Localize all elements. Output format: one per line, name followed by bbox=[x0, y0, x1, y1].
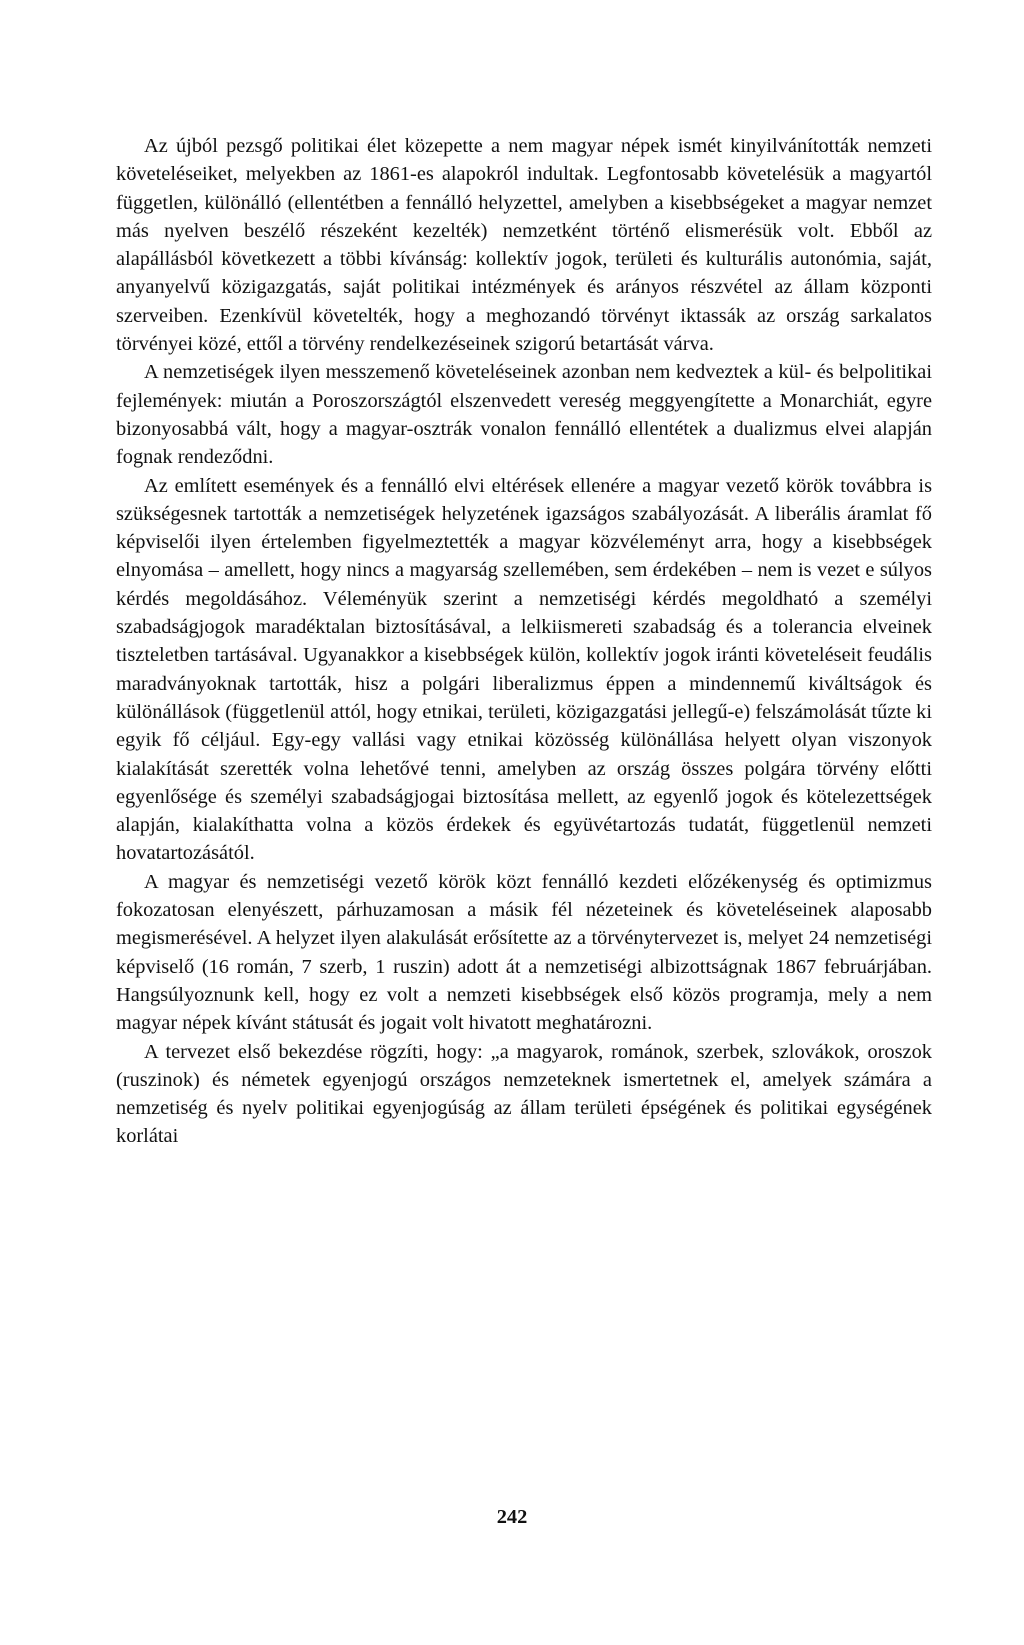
paragraph-4: A magyar és nemzetiségi vezető körök közt fennálló kezdeti előzékenység és optimizmus fokozatosan elenyészett, párhuzamosan a másik fél nézeteinek és követeléseinek alaposabb megismerésével. A helyzet ilyen alakulását erősítette az a törvénytervezet is, melyet 24 nemzetiségi képviselő (16 román, 7 szerb, 1 ruszin) adott át a nemzetiségi albizottságnak 1867 februárjában. Hangsúlyoznunk kell, hogy ez volt a nemzeti kisebbségek első közös programja, mely a nem magyar népek kívánt státusát és jogait volt hivatott meghatározni. bbox=[116, 870, 932, 1035]
page-number: 242 bbox=[496, 1506, 528, 1528]
paragraph-2: A nemzetiségek ilyen messzemenő követeléseinek azonban nem kedveztek a kül- és belpolitikai fejlemények: miután a Poroszországtól elszenvedett vereség meggyengítette a Monarchiát, egyre bizonyosabbá vált, hogy a magyar-osztrák vonalon fennálló ellentétek a dualizmus elvei alapján fognak rendeződni. bbox=[116, 361, 932, 469]
paragraph-5: A tervezet első bekezdése rögzíti, hogy: „a magyarok, románok, szerbek, szlovákok, oroszok (ruszinok) és németek egyenjogú országos nemzeteknek ismertetnek el, amelyek számára a nemzetiség és nyelv politikai egyenjogúság az állam területi épségének és politikai egységének korlátai bbox=[116, 1040, 932, 1148]
paragraph-3: Az említett események és a fennálló elvi eltérések ellenére a magyar vezető körök továbbra is szükségesnek tartották a nemzetiségek helyzetének igazságos szabályozását. A liberális áramlat fő képviselői ilyen értelemben figyelmeztették a magyar közvéleményt arra, hogy a kisebbségek elnyomása – amellett, hogy nincs a magyarság szellemében, sem érdekében – nem is vezet e súlyos kérdés megoldásához. Véleményük szerint a nemzetiségi kérdés megoldható a személyi szabadságjogok maradéktalan biztosításával, a lelkiismereti szabadság és a tolerancia elveinek tiszteletben tartásával. Ugyanakkor a kisebbségek külön, kollektív jogok iránti követeléseit feudális maradványoknak tartották, hisz a polgári liberalizmus éppen a mindennemű kiváltságok és különállások (függetlenül attól, hogy etnikai, területi, közigazgatási jellegű-e) felszámolását tűzte ki egyik fő céljául. Egy-egy vallási vagy etnikai közösség különállása helyett olyan viszonyok kialakítását szerették volna lehetővé tenni, amelyben az ország összes polgára törvény előtti egyenlősége és személyi szabadságjogai biztosítása mellett, az egyenlő jogok és kötelezettségek alapján, kialakíthatta volna a közös érdekek és együvétartozás tudatát, függetlenül nemzeti hovatartozásától. bbox=[116, 474, 932, 865]
body-text bbox=[116, 132, 932, 1151]
paragraph-1: Az újból pezsgő politikai élet közepette a nem magyar népek ismét kinyilvánították nemzeti követeléseiket, melyekben az 1861-es alapokról indultak. Legfontosabb követelésük a magyartól független, különálló (ellentétben a fennálló helyzettel, amelyben a kisebbségeket a magyar nemzet más nyelven beszélő részeként kezelték) nemzetként történő elismerésük volt. Ebből az alapállásból következett a többi kívánság: kollektív jogok, területi és kulturális autonómia, saját, anyanyelvű közigazgatás, saját politikai intézmények és arányos részvétel az állam központi szerveiben. Ezenkívül követelték, hogy a meghozandó törvényt iktassák az ország sarkalatos törvényei közé, ettől a törvény rendelkezéseinek szigorú betartását várva. bbox=[116, 135, 932, 356]
